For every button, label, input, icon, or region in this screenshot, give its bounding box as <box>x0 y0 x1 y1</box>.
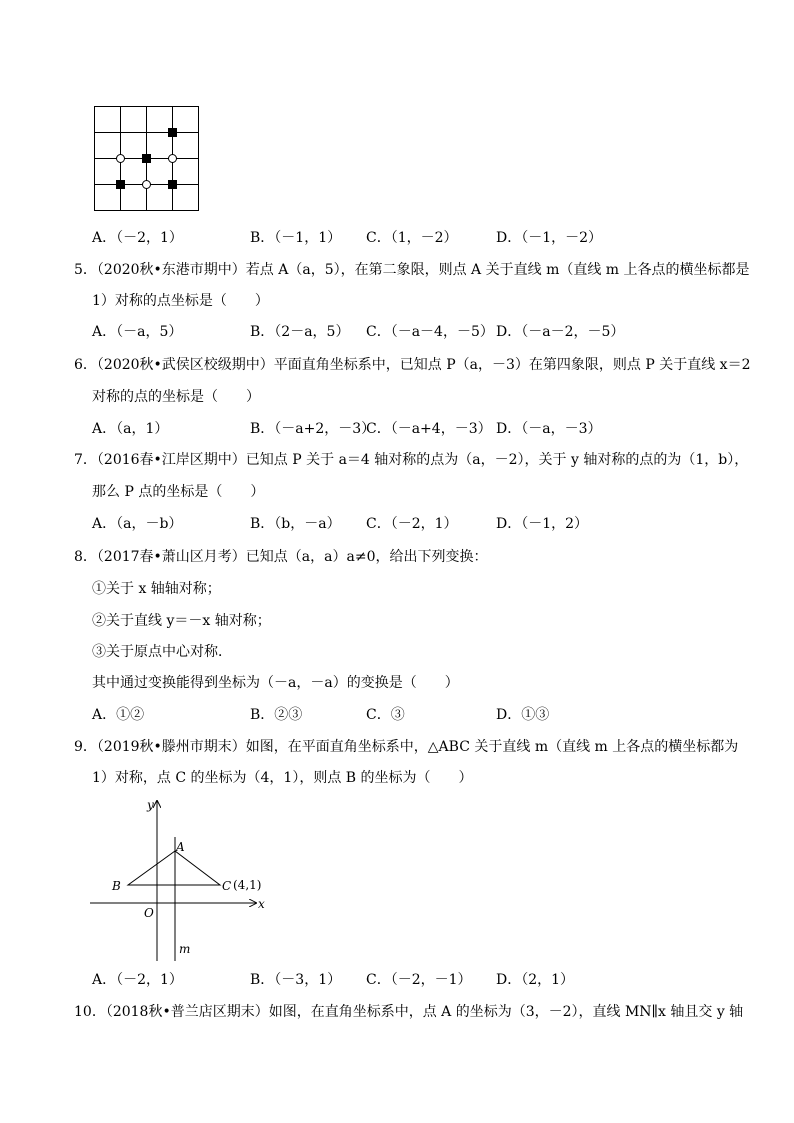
q7-option-a: A．（a，－b） <box>92 516 183 532</box>
q7-stem-cont: 那么 P 点的坐标是（ ） <box>92 484 265 500</box>
black-stone <box>116 180 125 189</box>
point-c-coord: (4,1) <box>233 878 262 892</box>
q8-option-b: B．②③ <box>250 707 303 723</box>
q4-option-b: B．（－1，1） <box>250 230 342 246</box>
q9-stem-cont: 1）对称，点 C 的坐标为（4，1），则点 B 的坐标为（ ） <box>92 770 473 786</box>
q6-stem: 6．（2020秋•武侯区校级期中）平面直角坐标系中，已知点 P（a，－3）在第四象限，则点 P 关于直线 x＝2 <box>74 357 751 373</box>
q9-option-a: A．（－2，1） <box>92 972 183 988</box>
q4-option-d: D．（－1，－2） <box>496 230 603 246</box>
q9-option-b: B．（－3，1） <box>250 972 342 988</box>
q5-option-c: C．（－a－4，－5） <box>366 324 494 340</box>
point-c-label: C <box>222 879 232 893</box>
q9-option-c: C．（－2，－1） <box>366 972 472 988</box>
q8-option-d: D．①③ <box>496 707 550 723</box>
black-stone <box>168 180 177 189</box>
white-stone <box>143 181 151 189</box>
q6-option-a: A．（a，1） <box>92 421 169 437</box>
q8-stem: 8．（2017春•萧山区月考）已知点（a，a）a≠0，给出下列变换： <box>74 549 488 565</box>
x-axis-label: x <box>258 897 265 911</box>
triangle-abc <box>128 851 220 885</box>
q7-option-c: C．（－2，1） <box>366 516 458 532</box>
q9-option-d: D．（2，1） <box>496 972 575 988</box>
q6-option-d: D．（－a，－3） <box>496 421 602 437</box>
origin-label: O <box>144 906 154 920</box>
q7-option-b: B．（b，－a） <box>250 516 341 532</box>
q7-stem: 7．（2016春•江岸区期中）已知点 P 关于 a＝4 轴对称的点为（a，－2），关于 y 轴对称的点的为（1，b）， <box>74 452 749 468</box>
q5-option-d: D．（－a－2，－5） <box>496 324 625 340</box>
point-a-label: A <box>176 840 185 854</box>
q8-option-c: C．③ <box>366 707 405 723</box>
point-b-label: B <box>112 879 121 893</box>
coordinate-diagram <box>88 795 278 965</box>
q6-option-b: B．（－a+2，－3） <box>250 421 376 437</box>
black-stone <box>168 128 177 137</box>
q8-item-1: ①关于 x 轴轴对称； <box>92 581 221 597</box>
q10-stem: 10．（2018秋•普兰店区期末）如图，在直角坐标系中，点 A 的坐标为（3，－2），直线 MN∥x 轴且交 y 轴 <box>74 1004 744 1020</box>
q6-stem-cont: 对称的点的坐标是（ ） <box>92 389 260 405</box>
line-m-label: m <box>179 942 191 956</box>
black-stone <box>142 154 151 163</box>
q8-stem-cont: 其中通过变换能得到坐标为（－a，－a）的变换是（ ） <box>92 675 459 691</box>
q9-stem: 9．（2019秋•滕州市期末）如图，在平面直角坐标系中，△ABC 关于直线 m（直线 m 上各点的横坐标都为 <box>74 739 739 755</box>
white-stone <box>169 155 177 163</box>
y-axis-label: y <box>147 798 154 812</box>
q4-option-a: A．（－2，1） <box>92 230 183 246</box>
q5-stem: 5．（2020秋•东港市期中）若点 A（a，5），在第二象限，则点 A 关于直线 m（直线 m 上各点的横坐标都是 <box>74 262 750 278</box>
q8-option-a: A．①② <box>92 707 145 723</box>
grid-diagram <box>92 104 204 216</box>
q6-option-c: C．（－a+4，－3） <box>366 421 492 437</box>
q8-item-2: ②关于直线 y＝－x 轴对称； <box>92 613 271 629</box>
q5-option-a: A．（－a，5） <box>92 324 183 340</box>
q5-stem-cont: 1）对称的点坐标是（ ） <box>92 293 269 309</box>
q5-option-b: B．（2－a，5） <box>250 324 350 340</box>
q7-option-d: D．（－1，2） <box>496 516 589 532</box>
white-stone <box>117 155 125 163</box>
q4-option-c: C．（1，－2） <box>366 230 458 246</box>
q8-item-3: ③关于原点中心对称． <box>92 644 232 660</box>
